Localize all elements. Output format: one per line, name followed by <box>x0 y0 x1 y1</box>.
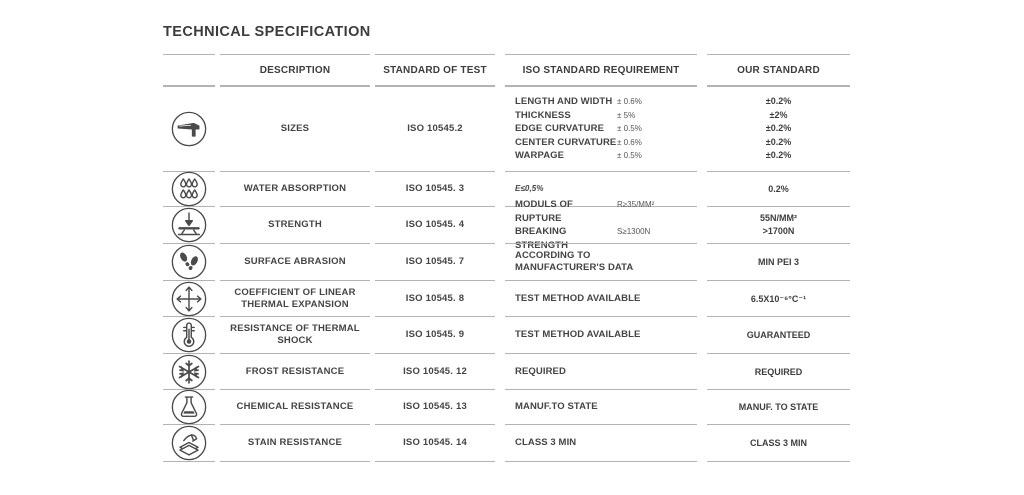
standard-text: ISO 10545. 9 <box>405 329 465 340</box>
standard-text: ISO 10545. 14 <box>403 437 467 448</box>
icon-cell <box>163 171 215 206</box>
our-standard-cell <box>707 316 850 353</box>
header-iso-requirement <box>505 54 697 86</box>
requirement-value: R≥35/MM² <box>617 200 655 209</box>
requirement-value: ± 0.5% <box>617 151 642 161</box>
our-standard-value: REQUIRED <box>754 366 803 377</box>
our-standard-cell <box>707 280 850 316</box>
requirement-text: TEST METHOD AVAILABLE <box>515 329 641 340</box>
iso-requirement-cell <box>505 316 697 353</box>
spec-table-block <box>163 24 853 462</box>
requirement-value: ± 0.6% <box>617 137 642 147</box>
table-row-stain-resistance <box>163 424 853 462</box>
requirement-text: MANUF.TO STATE <box>515 401 598 412</box>
header-iso-requirement-label: ISO STANDARD REQUIREMENT <box>522 64 680 76</box>
table-row-thermal-shock <box>163 316 853 353</box>
iso-requirement-cell <box>505 243 697 280</box>
requirement-line <box>515 122 687 136</box>
icon-cell <box>163 316 215 353</box>
our-standard-value: GUARANTEED <box>746 330 811 340</box>
our-standard-cell <box>707 171 850 206</box>
our-standard-cell <box>707 353 850 389</box>
standard-cell <box>375 424 495 462</box>
requirement-value: ± 0.6% <box>617 97 642 107</box>
requirement-value: S≥1300N <box>617 227 651 236</box>
standard-cell <box>375 86 495 171</box>
iso-requirement-cell <box>505 389 697 424</box>
our-standard-value: CLASS 3 MIN <box>749 438 807 448</box>
table-header-row <box>163 54 853 86</box>
our-standard-value: 0.2% <box>768 184 789 194</box>
standard-text: ISO 10545. 4 <box>405 219 465 230</box>
description-text: CHEMICAL RESISTANCE <box>236 401 354 412</box>
our-standard-value: ±0.2% <box>765 150 792 161</box>
standard-cell <box>375 171 495 206</box>
requirement-line <box>515 149 687 163</box>
table-row-chemical-resistance <box>163 389 853 424</box>
description-cell <box>220 424 370 462</box>
snowflake-icon <box>169 353 209 391</box>
icon-cell <box>163 353 215 389</box>
iso-requirement-cell <box>505 280 697 316</box>
our-standard-cell <box>707 206 850 243</box>
description-cell <box>220 316 370 353</box>
standard-cell <box>375 206 495 243</box>
our-standard-value: MIN PEI 3 <box>757 257 799 267</box>
our-standard-value: ±0.2% <box>765 123 792 134</box>
description-text: RESISTANCE OF THERMAL SHOCK <box>230 323 360 346</box>
header-icon-cell <box>163 54 215 86</box>
standard-text: ISO 10545. 13 <box>403 401 467 412</box>
our-standard-value: ±0.2% <box>765 136 792 147</box>
requirement-label: THICKNESS <box>515 109 571 121</box>
description-cell <box>220 353 370 389</box>
standard-cell <box>375 243 495 280</box>
icon-cell <box>163 280 215 316</box>
description-text: WATER ABSORPTION <box>243 183 347 194</box>
requirement-label: MODULS OF RUPTURE <box>515 199 573 224</box>
standard-cell <box>375 280 495 316</box>
icon-cell <box>163 206 215 243</box>
description-cell <box>220 171 370 206</box>
description-cell <box>220 243 370 280</box>
iso-requirement-cell <box>505 353 697 389</box>
iso-requirement-cell <box>505 86 697 171</box>
page-title: TECHNICAL SPECIFICATION <box>163 24 371 40</box>
standard-cell <box>375 316 495 353</box>
requirement-line <box>515 95 687 109</box>
description-cell <box>220 389 370 424</box>
description-text: SURFACE ABRASION <box>244 256 346 267</box>
standard-text: ISO 10545. 8 <box>405 292 465 304</box>
requirement-label: CENTER CURVATURE <box>515 136 617 148</box>
header-description-label: DESCRIPTION <box>259 64 331 76</box>
our-standard-value: 55N/MM² <box>759 212 797 223</box>
our-standard-value: MANUF. TO STATE <box>738 402 819 412</box>
table-row-frost-resistance <box>163 353 853 389</box>
droplets-icon <box>169 170 209 208</box>
table-row-sizes <box>163 86 853 171</box>
header-description <box>220 54 370 86</box>
requirement-value: ± 0.5% <box>617 124 642 134</box>
iso-requirement-cell <box>505 424 697 462</box>
our-standard-value: >1700N <box>762 226 795 236</box>
table-row-strength <box>163 199 853 251</box>
standard-cell <box>375 353 495 389</box>
expand-arrows-icon <box>169 280 209 318</box>
icon-cell <box>163 243 215 280</box>
header-standard <box>375 54 495 86</box>
our-standard-cell <box>707 389 850 424</box>
requirement-text: E≤0,5% <box>515 184 544 193</box>
wipe-icon <box>169 424 209 462</box>
description-text: STRENGTH <box>268 219 322 230</box>
table-row-thermal-expansion <box>163 280 853 316</box>
requirement-line <box>515 109 687 123</box>
description-text: SIZES <box>280 123 310 134</box>
requirement-label: EDGE CURVATURE <box>515 123 605 135</box>
standard-cell <box>375 389 495 424</box>
requirement-line <box>515 136 687 150</box>
requirement-label: BREAKING STRENGTH <box>515 226 569 251</box>
press-icon <box>169 206 209 244</box>
description-cell <box>220 86 370 171</box>
header-standard-label: STANDARD OF TEST <box>383 64 487 76</box>
standard-text: ISO 10545. 3 <box>405 183 465 194</box>
iso-requirement-cell <box>505 199 697 251</box>
our-standard-value: ±2% <box>769 109 788 120</box>
description-text: COEFFICIENT OF LINEAR THERMAL EXPANSION <box>234 286 356 310</box>
description-cell <box>220 206 370 243</box>
icon-cell <box>163 86 215 171</box>
description-text: STAIN RESISTANCE <box>247 437 343 448</box>
description-cell <box>220 280 370 316</box>
table-row-water-absorption <box>163 171 853 206</box>
footprints-icon <box>169 243 209 281</box>
requirement-text: TEST METHOD AVAILABLE <box>515 292 641 304</box>
our-standard-value: 6.5X10⁻⁶°C⁻¹ <box>750 293 807 304</box>
our-standard-cell <box>707 243 850 280</box>
header-our-standard-label: OUR STANDARD <box>737 64 820 76</box>
header-our-standard <box>707 54 850 86</box>
requirement-text: ACCORDING TO MANUFACTURER'S DATA <box>515 250 634 273</box>
standard-text: ISO 10545. 7 <box>405 256 465 267</box>
icon-cell <box>163 389 215 424</box>
table-row-surface-abrasion <box>163 243 853 280</box>
requirement-value: ± 5% <box>617 110 636 120</box>
requirement-text: CLASS 3 MIN <box>515 437 577 448</box>
icon-cell <box>163 424 215 462</box>
our-standard-cell <box>707 424 850 462</box>
flask-icon <box>169 388 209 426</box>
standard-text: ISO 10545.2 <box>407 123 463 134</box>
requirement-line <box>515 198 687 225</box>
requirement-label: LENGTH AND WIDTH <box>515 96 613 108</box>
our-standard-cell <box>707 86 850 171</box>
requirement-label: WARPAGE <box>515 150 565 162</box>
requirement-text: REQUIRED <box>515 365 566 377</box>
caliper-icon <box>169 109 209 149</box>
thermometer-icon <box>169 316 209 354</box>
standard-text: ISO 10545. 12 <box>403 365 467 377</box>
our-standard-value: ±0.2% <box>765 96 792 107</box>
description-text: FROST RESISTANCE <box>245 365 345 377</box>
